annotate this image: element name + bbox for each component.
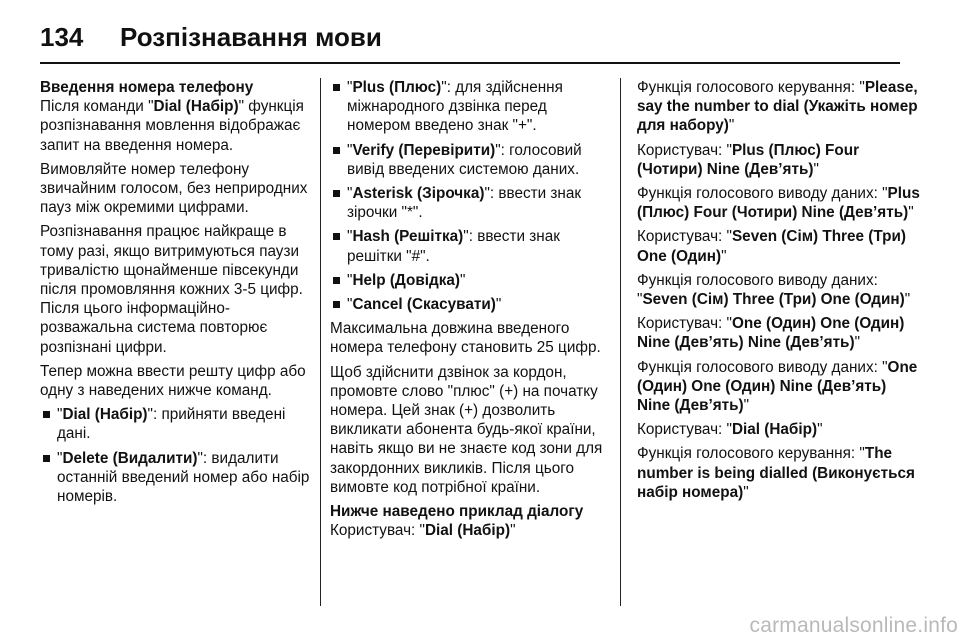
watermark: carmanualsonline.info xyxy=(749,614,958,637)
header-divider xyxy=(40,62,900,64)
dialog-line: Функція голосового виводу даних: "Plus (Плюс) Four (Чотири) Nine (Дев’ять)" xyxy=(637,185,920,222)
dialog-line: Користувач: "One (Один) One (Один) Nine (Дев’ять) Nine (Дев’ять)" xyxy=(637,315,905,352)
list-item: "Cancel (Скасувати)" xyxy=(330,295,612,314)
paragraph-intro: Після команди "Dial (Набір)" функція розпізнавання мовлення відображає запит на введення номера. xyxy=(40,98,304,154)
column-divider-2 xyxy=(620,78,621,606)
page-title: Розпізнавання мови xyxy=(120,22,382,52)
list-item: "Plus (Плюс)": для здійснення міжнародного дзвінка перед номером введено знак "+". xyxy=(330,78,612,136)
paragraph: Тепер можна ввести решту цифр або одну з наведених нижче команд. xyxy=(40,362,306,400)
list-item: "Help (Довідка)" xyxy=(330,271,612,290)
dialog-line: Функція голосового керування: "The number is being dialled (Виконується набір номера)" xyxy=(637,445,915,501)
dialog-line: Користувач: "Plus (Плюс) Four (Чотири) Nine (Дев’ять)" xyxy=(637,141,860,178)
command-text: Dial (Набір) xyxy=(153,98,239,116)
list-item: "Dial (Набір)": прийняти введені дані. xyxy=(40,405,310,443)
paragraph: Щоб здійснити дзвінок за кордон, промовте слово "плюс" (+) на початку номера. Цей знак (+) дозволить викликати абонента будь-якої країни, навіть якщо ви не знаєте код зони для закордонних викликів. Після цього вимовте код потрібної країни. xyxy=(330,363,603,496)
dialog-line: Користувач: "Dial (Набір)" xyxy=(330,522,516,540)
column-3 xyxy=(637,78,922,507)
page-number: 134 xyxy=(40,22,84,52)
command-list xyxy=(330,78,612,314)
column-1 xyxy=(40,78,310,511)
dialog-line: Функція голосового виводу даних: "Seven (Сім) Three (Три) One (Один)" xyxy=(637,271,911,309)
list-item: "Hash (Решітка)": ввести знак решітки "#". xyxy=(330,227,612,265)
column-2 xyxy=(330,78,612,545)
dialog-line: Функція голосового виводу даних: "One (Один) One (Один) Nine (Дев’ять) Nine (Дев’ять)" xyxy=(637,358,918,415)
dialog-line: Користувач: "Dial (Набір)" xyxy=(637,421,823,439)
list-item: "Verify (Перевірити)": голосовий вивід введених системою даних. xyxy=(330,141,612,179)
command-list xyxy=(40,405,310,506)
dialog-line: Користувач: "Seven (Сім) Three (Три) One (Один)" xyxy=(637,228,906,265)
section-heading: Введення номера телефону xyxy=(40,79,254,96)
section-heading: Нижче наведено приклад діалогу xyxy=(330,503,584,521)
list-item: "Asterisk (Зірочка)": ввести знак зірочки "*". xyxy=(330,184,612,222)
paragraph: Вимовляйте номер телефону звичайним голосом, без неприродних пауз між окремими цифрами. xyxy=(40,160,308,217)
column-divider-1 xyxy=(320,78,321,606)
paragraph: Максимальна довжина введеного номера телефону становить 25 цифр. xyxy=(330,320,601,357)
dialog-line: Функція голосового керування: "Please, say the number to dial (Укажіть номер для набору)" xyxy=(637,79,918,135)
list-item: "Delete (Видалити)": видалити останній введений номер або набір номерів. xyxy=(40,449,310,507)
page-header xyxy=(40,14,920,58)
paragraph: Розпізнавання працює найкраще в тому разі, якщо витримуються паузи тривалістю щонайменше півсекунди після промовляння кожних 3-5 цифр. Після цього інформаційно-розважальна система повторює розпізнані цифри. xyxy=(40,223,303,356)
